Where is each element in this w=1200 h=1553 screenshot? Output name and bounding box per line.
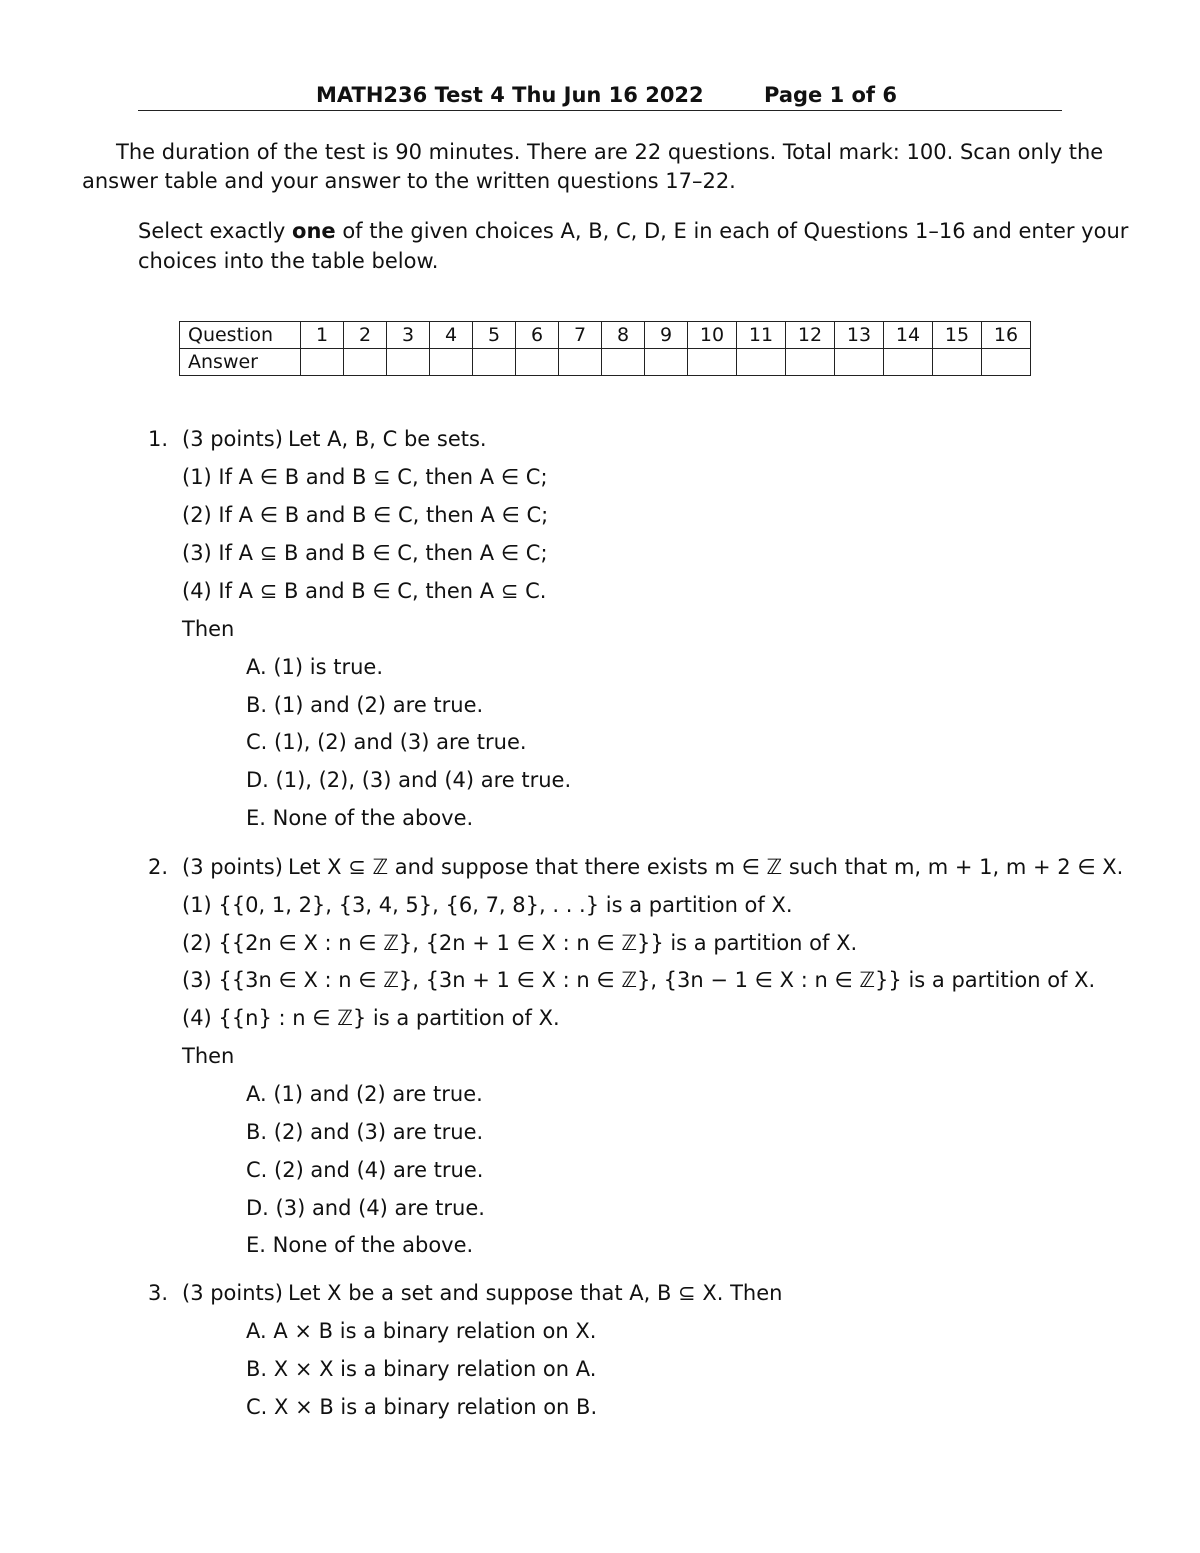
- intro-line-2: answer table and your answer to the written questions 17–22.: [82, 169, 736, 193]
- answer-cell[interactable]: [982, 349, 1031, 376]
- answer-row: [180, 349, 1031, 376]
- q1-statement: (1) If A ∈ B and B ⊆ C, then A ∈ C;: [182, 465, 548, 489]
- question-number: 1: [301, 322, 344, 349]
- test-title: MATH236 Test 4 Thu Jun 16 2022: [316, 83, 704, 107]
- q2-statement: (1) {{0, 1, 2}, {3, 4, 5}, {6, 7, 8}, . . .} is a partition of X.: [182, 893, 793, 917]
- answer-cell[interactable]: [645, 349, 688, 376]
- q2-points: (3 points): [182, 855, 283, 879]
- q2-then: Then: [182, 1044, 235, 1068]
- q2-choice-e[interactable]: E. None of the above.: [246, 1233, 474, 1257]
- q3-choice-a[interactable]: A. A × B is a binary relation on X.: [246, 1319, 597, 1343]
- question-number: 7: [559, 322, 602, 349]
- answer-cell[interactable]: [786, 349, 835, 376]
- answer-cell[interactable]: [559, 349, 602, 376]
- question-number: 9: [645, 322, 688, 349]
- q1-statement: (4) If A ⊆ B and B ∈ C, then A ⊆ C.: [182, 579, 547, 603]
- q3-points: (3 points): [182, 1281, 283, 1305]
- instruction-line-1: [138, 216, 1128, 246]
- question-number: 5: [473, 322, 516, 349]
- question-row: [180, 322, 1031, 349]
- q3-number: 3.: [148, 1281, 169, 1305]
- answer-cell[interactable]: [884, 349, 933, 376]
- question-number: 3: [387, 322, 430, 349]
- question-number: 15: [933, 322, 982, 349]
- answer-cell[interactable]: [688, 349, 737, 376]
- q2-choice-c[interactable]: C. (2) and (4) are true.: [246, 1158, 484, 1182]
- q3-choice-c[interactable]: C. X × B is a binary relation on B.: [246, 1395, 598, 1419]
- q1-stem: Let A, B, C be sets.: [288, 427, 487, 451]
- q1-choice-b[interactable]: B. (1) and (2) are true.: [246, 693, 484, 717]
- q2-statement: (2) {{2n ∈ X : n ∈ ℤ}, {2n + 1 ∈ X : n ∈ ℤ}} is a partition of X.: [182, 931, 858, 955]
- q3-choice-b[interactable]: B. X × X is a binary relation on A.: [246, 1357, 597, 1381]
- question-number: 13: [835, 322, 884, 349]
- question-number: 6: [516, 322, 559, 349]
- q1-choice-c[interactable]: C. (1), (2) and (3) are true.: [246, 730, 527, 754]
- q1-statement: (2) If A ∈ B and B ∈ C, then A ∈ C;: [182, 503, 549, 527]
- answer-cell[interactable]: [344, 349, 387, 376]
- answer-cell[interactable]: [933, 349, 982, 376]
- answer-cell[interactable]: [737, 349, 786, 376]
- q1-points: (3 points): [182, 427, 283, 451]
- q1-choice-d[interactable]: D. (1), (2), (3) and (4) are true.: [246, 768, 572, 792]
- q2-choice-b[interactable]: B. (2) and (3) are true.: [246, 1120, 484, 1144]
- q1-choice-e[interactable]: E. None of the above.: [246, 806, 474, 830]
- q2-statement: (4) {{n} : n ∈ ℤ} is a partition of X.: [182, 1006, 560, 1030]
- answer-cell[interactable]: [602, 349, 645, 376]
- q3-stem: Let X be a set and suppose that A, B ⊆ X. Then: [288, 1281, 783, 1305]
- question-number: 2: [344, 322, 387, 349]
- question-number: 4: [430, 322, 473, 349]
- q2-statement: (3) {{3n ∈ X : n ∈ ℤ}, {3n + 1 ∈ X : n ∈ ℤ}, {3n − 1 ∈ X : n ∈ ℤ}} is a partition of X.: [182, 968, 1096, 992]
- instruction-line-2: choices into the table below.: [138, 249, 439, 273]
- answer-cell[interactable]: [301, 349, 344, 376]
- question-number: 8: [602, 322, 645, 349]
- instruction-emphasis: one: [292, 219, 336, 243]
- answer-cell[interactable]: [430, 349, 473, 376]
- question-number: 11: [737, 322, 786, 349]
- q2-choice-d[interactable]: D. (3) and (4) are true.: [246, 1196, 485, 1220]
- q1-then: Then: [182, 617, 235, 641]
- answer-cell[interactable]: [516, 349, 559, 376]
- instruction-part-c: of the given choices A, B, C, D, E in each of Questions 1–16 and enter your: [335, 219, 1129, 243]
- intro-line-1: The duration of the test is 90 minutes. There are 22 questions. Total mark: 100. Scan only the: [116, 140, 1104, 164]
- q2-stem: Let X ⊆ ℤ and suppose that there exists m ∈ ℤ such that m, m + 1, m + 2 ∈ X.: [288, 855, 1124, 879]
- page-header: [138, 80, 1062, 111]
- question-number: 16: [982, 322, 1031, 349]
- q1-choice-a[interactable]: A. (1) is true.: [246, 655, 383, 679]
- question-number: 10: [688, 322, 737, 349]
- answer-cell[interactable]: [835, 349, 884, 376]
- answer-row-label: Answer: [180, 349, 301, 376]
- q2-number: 2.: [148, 855, 169, 879]
- answer-cell[interactable]: [473, 349, 516, 376]
- q2-choice-a[interactable]: A. (1) and (2) are true.: [246, 1082, 483, 1106]
- question-row-label: Question: [180, 322, 301, 349]
- page-number: Page 1 of 6: [764, 83, 897, 107]
- q1-statement: (3) If A ⊆ B and B ∈ C, then A ∈ C;: [182, 541, 548, 565]
- question-number: 12: [786, 322, 835, 349]
- question-number: 14: [884, 322, 933, 349]
- instruction-part-a: Select exactly: [138, 219, 293, 243]
- q1-number: 1.: [148, 427, 169, 451]
- answer-cell[interactable]: [387, 349, 430, 376]
- answer-table: [179, 321, 1031, 376]
